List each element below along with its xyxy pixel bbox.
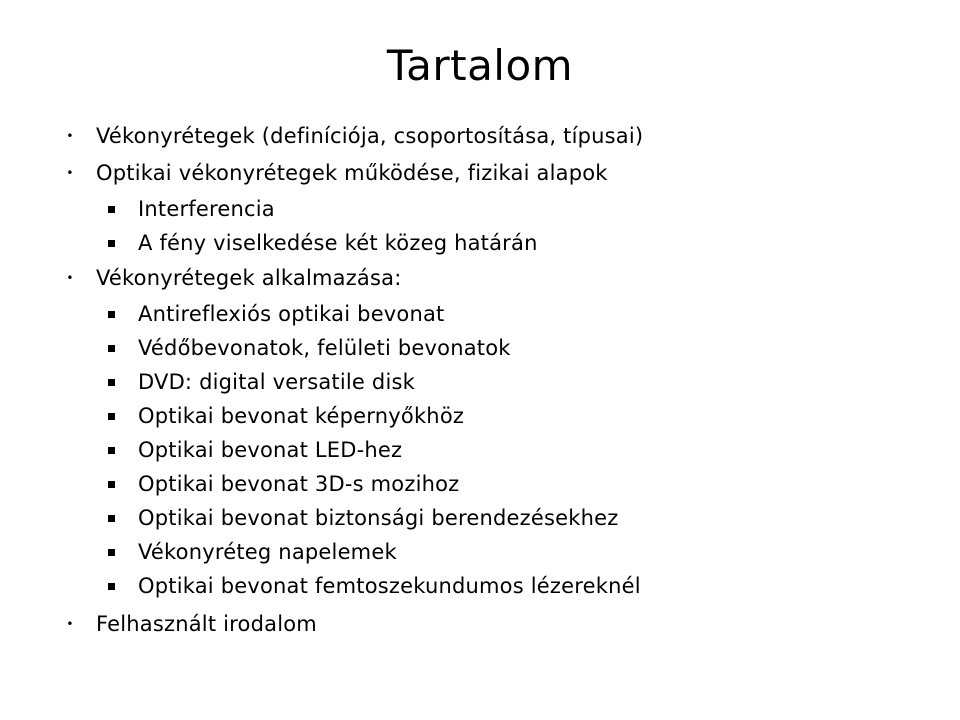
list-subitem <box>0 399 960 433</box>
round-bullet-icon: • <box>66 617 74 631</box>
bullet-list <box>0 118 960 643</box>
round-bullet-icon: • <box>66 271 74 285</box>
list-subitem <box>0 569 960 603</box>
list-item <box>0 606 960 643</box>
list-subitem <box>0 297 960 331</box>
square-bullet-icon <box>108 515 115 522</box>
square-bullet-icon <box>108 379 115 386</box>
square-bullet-icon <box>108 345 115 352</box>
square-bullet-icon <box>108 447 115 454</box>
square-bullet-icon <box>108 583 115 590</box>
list-item <box>0 155 960 192</box>
list-item-text: Védőbevonatok, felületi bevonatok <box>138 336 511 360</box>
list-subitem <box>0 433 960 467</box>
square-bullet-icon <box>108 413 115 420</box>
square-bullet-icon <box>108 481 115 488</box>
list-item <box>0 118 960 155</box>
list-subitem <box>0 365 960 399</box>
list-item-text: Antireflexiós optikai bevonat <box>138 302 445 326</box>
slide-title: Tartalom <box>386 41 574 90</box>
list-subitem <box>0 192 960 226</box>
list-item-text: Optikai bevonat femtoszekundumos lézereknél <box>138 574 641 598</box>
list-subitem <box>0 331 960 365</box>
list-item-text: Vékonyrétegek alkalmazása: <box>96 266 402 290</box>
list-subitem <box>0 535 960 569</box>
list-item-text: Optikai vékonyrétegek működése, fizikai alapok <box>96 161 608 185</box>
square-bullet-icon <box>108 206 115 213</box>
list-item-text: Optikai bevonat képernyőkhöz <box>138 404 465 428</box>
round-bullet-icon: • <box>66 166 74 180</box>
square-bullet-icon <box>108 240 115 247</box>
square-bullet-icon <box>108 311 115 318</box>
list-subitem <box>0 226 960 260</box>
list-item-text: Optikai bevonat biztonsági berendezésekhez <box>138 506 619 530</box>
round-bullet-icon: • <box>66 129 74 143</box>
list-item-text: Interferencia <box>138 197 275 221</box>
list-item-text: Vékonyrétegek (definíciója, csoportosítása, típusai) <box>96 124 644 148</box>
list-item-text: Felhasznált irodalom <box>96 612 317 636</box>
list-item <box>0 260 960 297</box>
list-item-text: A fény viselkedése két közeg határán <box>138 231 538 255</box>
list-item-text: Optikai bevonat 3D-s mozihoz <box>138 472 460 496</box>
list-item-text: Optikai bevonat LED-hez <box>138 438 403 462</box>
square-bullet-icon <box>108 549 115 556</box>
list-subitem <box>0 501 960 535</box>
list-subitem <box>0 467 960 501</box>
list-item-text: Vékonyréteg napelemek <box>138 540 397 564</box>
list-item-text: DVD: digital versatile disk <box>138 370 415 394</box>
